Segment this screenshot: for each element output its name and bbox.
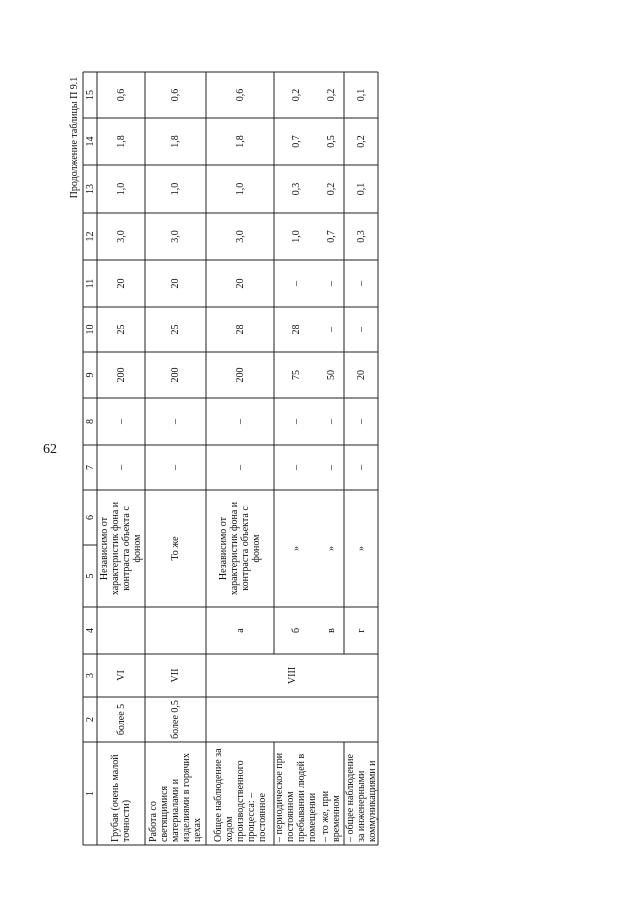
row-4-col12: 1,0	[290, 230, 302, 243]
row-5-col8: –	[325, 419, 337, 424]
row-2-col1: Работа со светящимися материалами и изделиями в горячих цехах	[148, 753, 203, 842]
group-viii-col3: VIII	[286, 666, 298, 685]
row-1-col11: 20	[115, 278, 127, 289]
column-number-11: 11	[84, 278, 96, 289]
row-1-col9: 200	[115, 367, 127, 383]
row-4-col7: –	[290, 465, 302, 470]
row-1-col12: 3,0	[115, 230, 127, 243]
row-2-col10: 25	[170, 324, 181, 335]
row-5-col7: –	[325, 465, 337, 470]
row-3-col10: 28	[234, 324, 246, 335]
row-1-col14: 1,8	[115, 135, 127, 148]
row-3-col5-6: Независимо от характеристик фона и контраста объекта с фоном	[218, 501, 262, 596]
row-2-col5-6: То же	[170, 536, 181, 561]
row-4-col9: 75	[290, 370, 302, 380]
column-number-6: 6	[84, 515, 96, 520]
row-3-col12: 3,0	[234, 230, 246, 243]
row-1-col5-6: Независимо от характеристик фона и контраста объекта с фоном	[99, 501, 143, 596]
column-number-2: 2	[84, 717, 96, 722]
row-2-col7: –	[170, 465, 181, 470]
column-number-1: 1	[84, 791, 96, 796]
row-6-col5-6: »	[355, 546, 367, 551]
row-3-col11: 20	[234, 278, 246, 289]
row-6-col10: –	[355, 327, 367, 332]
row-6-col7: –	[355, 465, 367, 470]
row-1-col7: –	[115, 465, 127, 470]
row-3-col1: Общее наблюдение за ходом производственного процесса: – постоянное	[212, 748, 268, 842]
row-2-col8: –	[170, 419, 181, 424]
row-5-col10: –	[325, 327, 337, 332]
row-1-col15: 0,6	[115, 88, 127, 102]
row-6-col8: –	[355, 419, 367, 424]
row-2-col15: 0,6	[170, 88, 181, 102]
row-3-col4: а	[234, 628, 246, 633]
column-number-5: 5	[84, 573, 96, 579]
row-2-col13: 1,0	[170, 182, 181, 196]
row-5-col14: 0,5	[325, 135, 337, 148]
row-1-col8: –	[115, 419, 127, 424]
column-number-12: 12	[84, 231, 96, 242]
row-1-col2: более 5	[115, 703, 127, 736]
row-3-col8: –	[234, 419, 246, 424]
row-5-col15: 0,2	[325, 88, 337, 102]
column-number-3: 3	[84, 673, 96, 678]
row-6-col4: г	[355, 628, 367, 633]
row-6-col12: 0,3	[355, 230, 367, 243]
row-3-col15: 0,6	[234, 88, 246, 102]
row-2-col11: 20	[170, 278, 181, 289]
row-5-col4: в	[325, 628, 337, 633]
row-3-col9: 200	[234, 367, 246, 383]
row-6-col9: 20	[355, 370, 367, 380]
column-number-14: 14	[84, 136, 96, 147]
row-6-col1: – общее наблюдение за инженерными коммуникациями и	[344, 754, 378, 842]
row-2-col9: 200	[170, 367, 181, 383]
row-1-col1: Грубая (очень малой точности)	[110, 754, 132, 842]
row-4-col4: б	[290, 627, 302, 634]
row-6-col11: –	[355, 281, 367, 286]
page-number: 62	[43, 442, 57, 457]
row-4-col15: 0,2	[290, 88, 302, 102]
row-4-col5-6: »	[290, 546, 302, 551]
row-3-col13: 1,0	[234, 182, 246, 196]
row-4-col11: –	[290, 281, 302, 286]
row-5-col11: –	[325, 281, 337, 286]
row-4-col10: 28	[290, 324, 302, 335]
row-4-col14: 0,7	[290, 135, 302, 148]
row-4-col8: –	[290, 419, 302, 424]
column-number-9: 9	[84, 372, 96, 378]
row-6-col13: 0,1	[355, 182, 367, 196]
row-1-col13: 1,0	[115, 182, 127, 196]
row-6-col15: 0,1	[355, 88, 367, 102]
row-2-col3: VII	[170, 668, 181, 683]
row-2-col14: 1,8	[170, 135, 181, 148]
column-number-10: 10	[84, 324, 96, 335]
column-number-8: 8	[84, 419, 96, 424]
row-2-col2: более 0,5	[170, 700, 181, 739]
row-3-col14: 1,8	[234, 135, 246, 148]
row-5-col13: 0,2	[325, 182, 337, 196]
row-4-col13: 0,3	[290, 182, 302, 196]
column-number-13: 13	[84, 184, 96, 194]
row-5-col1: – то же, при временном	[320, 790, 342, 842]
column-number-7: 7	[84, 465, 96, 470]
row-1-col10: 25	[115, 324, 127, 335]
column-number-4: 4	[84, 628, 96, 633]
row-5-col5-6: »	[325, 546, 337, 551]
row-5-col12: 0,7	[325, 230, 337, 243]
row-6-col14: 0,2	[355, 135, 367, 148]
row-1-col3: VI	[115, 670, 127, 681]
row-5-col9: 50	[325, 370, 337, 380]
row-4-col1: – периодическое при постоянном пребывании людей в помещении	[274, 752, 318, 842]
table-caption: Продолжение таблицы П 9.1	[68, 76, 80, 199]
row-3-col7: –	[234, 465, 246, 470]
column-number-15: 15	[84, 90, 96, 100]
row-2-col12: 3,0	[170, 230, 181, 243]
